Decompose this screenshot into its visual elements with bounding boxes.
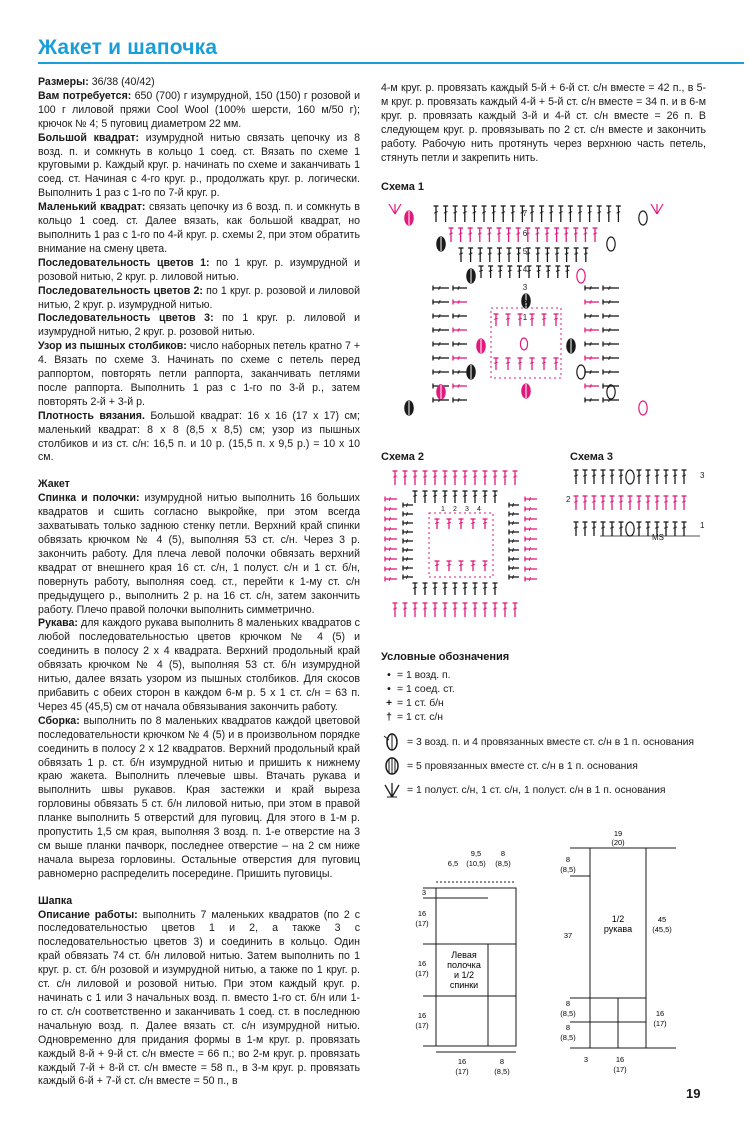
left-column: [38, 76, 360, 1089]
back-paragraph: Спинка и полочки: изумрудной нитью выполнить 16 больших квадратов и сшить согласно выкройке, при этом всегда захватывать только заднюю стенку петли. Верхний край спинки обвязать крючком № 4 (5), выполняя 53 ст. с/н. Через 3 р. закончить работу. Для плеча левой полочки обвязать верхний квадрат от внешнего края 16 ст. с/н, 1 полуст. с/н и 1 ст. б/н, повернуть работу, выполняя соед. ст., перейти к 1-му ст. с/н предыдущего р., выполнить 2 р. на 16 ст. с/н, затем закончить работу. Плечо правой полочки выполнить симметрично.: [38, 492, 360, 616]
color-seq2-paragraph: Последовательность цветов 2: по 1 круг. р. розовой и лиловой нитью, 2 круг. р. изумрудной нитью.: [38, 284, 360, 311]
schema3-stitches: [566, 470, 705, 536]
svg-text:9,5: 9,5: [470, 849, 482, 858]
svg-text:2: 2: [566, 495, 571, 504]
svg-text:4: 4: [477, 506, 481, 513]
legend-item-sc: + = 1 ст. б/н: [385, 697, 444, 709]
hat-paragraph: Описание работы: выполнить 7 маленьких квадратов (по 2 с последовательностью цветов 1 и 2, а также 3 с последовательностью цветов 3) и соединить в кольцо. Один край обвязать 74 ст. б/н лиловой нитью. Затем выполнить по 1 круг. р. ст. б/н розовой и изумрудной нитью, а также по 1 круг. р. ст. с/н лиловой и розовой нитью. При этом каждый круг. р. начинать с 1 или 3 начальных возд. п. вместо 1-го ст. б/н или 1-го ст. с/н соответственно и заканчивать 1 соед. ст. в последнюю начальную возд. п. Далее вязать ст. с/н изумрудной нитью. Одновременно для придания формы в 1-м круг. р. провязать каждый 8-й + 9-й ст. с/н вместе = 66 п.; во 2-м круг. р. провязать каждый 7-й + 8-й ст. с/н вместе = 58 п., в 3-м круг. р. провязать каждый 6-й + 7-й ст. с/н вместе = 50 п., в: [38, 908, 361, 1088]
svg-text:45: 45: [657, 915, 667, 924]
svg-text:6: 6: [522, 229, 528, 238]
hat-continued-paragraph: 4-м круг. р. провязать каждый 5-й + 6-й ст. с/н вместе = 42 п., в 5-м круг. р. провязать каждый 4-й + 5-й ст. с/н вместе = 34 п. и в 6-м круг. р. провязать каждый 3-й и 4-й ст. с/н вместе = 26 п. В следующем круг. р. провязывать по 2 ст. с/н вместе и закончить работу. Рабочую нить протянуть через верхнюю часть петель, стянуть петли и закрепить нить.: [381, 82, 706, 164]
svg-text:(8,5): (8,5): [494, 1067, 510, 1076]
svg-text:7: 7: [522, 209, 528, 218]
svg-text:3: 3: [522, 283, 528, 292]
svg-text:16: 16: [417, 909, 427, 918]
svg-text:8: 8: [499, 1057, 505, 1066]
legend-item-cluster5: = 5 провязанных вместе ст. с/н в 1 п. основания: [381, 754, 721, 778]
svg-text:5: 5: [522, 247, 528, 256]
left-label-2: полочка: [447, 960, 481, 970]
left-label-4: спинки: [449, 980, 479, 990]
schema1-label: Схема 1: [381, 181, 425, 193]
density-paragraph: Плотность вязания. Большой квадрат: 16 х 16 (17 х 17) см; маленький квадрат: 8 х 8 (8,5 х 8,5) см; узор из пышных столбиков и из ст. с/н: 16,5 п. и 10 р. (15,5 п. х 9,5 р.) = 10 х 10 см.: [38, 409, 360, 464]
schema3-diagram: [560, 462, 710, 552]
svg-text:3: 3: [421, 888, 427, 897]
legend-title: Условные обозначения: [381, 651, 510, 663]
cluster4-icon: [381, 731, 403, 753]
svg-text:16: 16: [417, 959, 427, 968]
assembly-paragraph: Сборка: выполнить по 8 маленьких квадратов каждой цветовой последовательности крючком № 4 (5) и в произвольном порядке соединить в полосу 2 х 12 квадратов. Верхний продольный край обвязать 1 р. ст. б/н изумрудной нитью и пришить к нижнему краю жакета. Выполнить плечевые швы. Втачать рукава и выполнить швы рукавов. Края застежки и край выреза горловины обвязать 5 ст. б/н лиловой нитью, при этом в правой планке выполнить 5 отверстий для пуговиц. Для этого в 1-м р. пропустить 1,5 см края, выполняя 3 возд. п. 1-е отверстие на 3 см выше планки пачворк, последнее отверстие – на 2 см ниже начала выреза горловины. Остальные отверстия для пуговиц равномерно распределить посередине. Пришить пуговицы.: [38, 714, 360, 880]
svg-text:1: 1: [700, 521, 705, 530]
svg-text:1: 1: [441, 506, 445, 513]
materials-paragraph: Вам потребуется: 650 (700) г изумрудной, 150 (150) г розовой и 100 г лиловой пряжи Cool Wool (100% шерсти, 160 м/50 г); крючок № 4; 5 пуговиц диаметром 22 мм.: [38, 89, 360, 130]
svg-text:2: 2: [453, 506, 457, 513]
svg-text:(17): (17): [613, 1065, 627, 1074]
svg-text:(8,5): (8,5): [560, 865, 576, 874]
svg-text:6,5: 6,5: [447, 859, 459, 868]
svg-text:(17): (17): [415, 969, 429, 978]
legend: [381, 651, 721, 802]
small-square-paragraph: Маленький квадрат: связать цепочку из 6 возд. п. и сомкнуть в кольцо 1 соед. ст. Далее вязать, как большой квадрат, но выполнить 1 раз с 1-го по 4-й круг. р. схемы 2, при этом обратить внимание на смену цвета.: [38, 201, 360, 255]
sleeves-paragraph: Рукава: для каждого рукава выполнить 8 маленьких квадратов с любой последовательностью цветов крючком № 4 (5) и соединить в полосу 2 х 4 квадрата. Верхний продольный край обвязать крючком № 4 (5), выполняя 53 ст. б/н изумрудной нитью, далее вязать узором из пышных столбиков. Для скосов прибавить с обеих сторон в каждом 6-м р. 5 х 1 ст. с/н = 63 п. Через 45 (45,5) см от начала обвязывания закончить работу.: [38, 617, 360, 713]
schema2-diagram: [381, 465, 541, 625]
svg-text:8: 8: [565, 999, 571, 1008]
big-square-paragraph: Большой квадрат: изумрудной нитью связать цепочку из 8 возд. п. и сомкнуть в кольцо 1 соед. ст. Вязать по схеме 1 круговыми р. Каждый круг. р. начинать по схеме и заканчивать 1 соед. ст. Начиная с 4-го круг. р., продолжать круг. р. логически. Выполнить 1 раз с 1-го по 7-й круг. р.: [38, 131, 360, 200]
left-label-1: Левая: [451, 950, 477, 960]
svg-text:(8,5): (8,5): [560, 1033, 576, 1042]
legend-item-fan: = 1 полуст. с/н, 1 ст. с/н, 1 полуст. с/н в 1 п. основания: [381, 778, 721, 802]
pattern-sleeve: [556, 826, 686, 1078]
jacket-heading: Жакет: [38, 478, 70, 491]
svg-text:3: 3: [700, 471, 705, 480]
pattern-left-front: [408, 846, 538, 1078]
svg-text:3: 3: [465, 506, 469, 513]
svg-text:(8,5): (8,5): [560, 1009, 576, 1018]
legend-item-chain: • = 1 возд. п.: [387, 669, 451, 681]
sizes-paragraph: Размеры: 36/38 (40/42): [38, 76, 155, 88]
svg-text:(20): (20): [611, 838, 625, 847]
svg-text:8: 8: [500, 849, 506, 858]
page-number: 19: [686, 1086, 701, 1101]
svg-text:8: 8: [565, 1023, 571, 1032]
svg-text:3: 3: [583, 1055, 589, 1064]
legend-item-cluster4: = 3 возд. п. и 4 провязанных вместе ст. с/н в 1 п. основания: [381, 730, 721, 754]
schema2-label: Схема 2: [381, 451, 425, 463]
svg-text:(17): (17): [415, 919, 429, 928]
svg-text:(17): (17): [415, 1021, 429, 1030]
left-label-3: и 1/2: [453, 970, 475, 980]
pattern-paragraph: Узор из пышных столбиков: число наборных петель кратно 7 + 4. Вязать по схеме 3. Начинать по схеме с петель перед раппортом, повторять петли раппорта, заканчивать петлями после раппорта. Выполнить 1 раз с 1-го по 3-й р., затем повторять 2-й + 3-й р.: [38, 340, 361, 408]
svg-text:16: 16: [457, 1057, 467, 1066]
svg-text:37: 37: [563, 931, 573, 940]
svg-text:(10,5): (10,5): [466, 859, 486, 868]
schema1-diagram: [381, 196, 671, 432]
svg-text:(45,5): (45,5): [652, 925, 672, 934]
schema2-stitches: [385, 471, 537, 617]
page-title: Жакет и шапочка: [38, 36, 218, 59]
fan-icon: [381, 779, 403, 801]
schema3-label: Схема 3: [570, 451, 614, 463]
svg-text:(17): (17): [653, 1019, 667, 1028]
svg-text:(17): (17): [455, 1067, 469, 1076]
svg-text:1: 1: [522, 313, 528, 322]
svg-text:19: 19: [613, 829, 623, 838]
right-column-text: [381, 82, 706, 165]
hat-heading: Шапка: [38, 894, 73, 907]
schema3-ms-label: MS: [652, 533, 664, 542]
svg-text:2: 2: [522, 299, 528, 308]
svg-text:4: 4: [522, 265, 528, 274]
schema1-stitches: [389, 204, 663, 415]
legend-item-slip: • = 1 соед. ст.: [387, 683, 455, 695]
sleeve-label-2: рукава: [603, 924, 633, 934]
svg-text:16: 16: [655, 1009, 665, 1018]
svg-text:16: 16: [615, 1055, 625, 1064]
svg-text:(8,5): (8,5): [495, 859, 511, 868]
sleeve-label-1: 1/2: [611, 914, 625, 924]
cluster5-icon: [381, 755, 403, 777]
color-seq3-paragraph: Последовательность цветов 3: по 1 круг. р. лиловой и изумрудной нитью, 2 круг. р. розовой нитью.: [38, 312, 360, 339]
title-rule: [38, 62, 744, 64]
legend-item-dc: † = 1 ст. с/н: [386, 711, 444, 723]
color-seq1-paragraph: Последовательность цветов 1: по 1 круг. р. изумрудной и розовой нитью, 2 круг. р. лиловой нитью.: [38, 256, 360, 283]
svg-text:16: 16: [417, 1011, 427, 1020]
svg-text:8: 8: [565, 855, 571, 864]
